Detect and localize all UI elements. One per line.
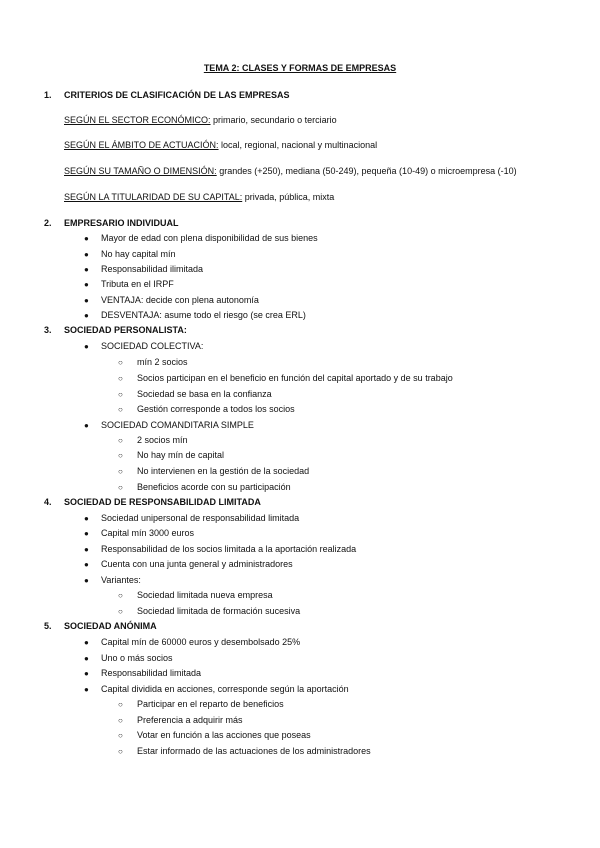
circle-bullet-icon: ○ (118, 451, 123, 460)
sub-list-item: ○ Sociedad limitada de formación sucesiva (118, 606, 301, 616)
list-item: ● DESVENTAJA: asume todo el riesgo (se crea ERL) (84, 310, 306, 320)
bullet-icon: ● (84, 576, 89, 585)
bullet-icon: ● (84, 342, 89, 351)
criterion-label: SEGÚN LA TITULARIDAD DE SU CAPITAL: (64, 192, 243, 202)
section-title: SOCIEDAD ANÓNIMA (64, 621, 157, 631)
sub-list-item: ○ Socios participan en el beneficio en función del capital aportado y de su trabajo (118, 373, 453, 383)
circle-bullet-icon: ○ (118, 467, 123, 476)
circle-bullet-icon: ○ (118, 358, 123, 367)
bullet-icon: ● (84, 234, 89, 243)
sub-list-item: ○ Estar informado de las actuaciones de los administradores (118, 746, 371, 756)
list-item: ● Responsabilidad ilimitada (84, 264, 204, 274)
bullet-icon: ● (84, 669, 89, 678)
list-item: ● Capital mín 3000 euros (84, 528, 195, 538)
criterion-text: privada, pública, mixta (242, 192, 335, 202)
list-item: ● Capital dividida en acciones, corresponde según la aportación (84, 684, 349, 694)
circle-bullet-icon: ○ (118, 390, 123, 399)
circle-bullet-icon: ○ (118, 483, 123, 492)
bullet-icon: ● (84, 265, 89, 274)
section-number: 5. (44, 621, 52, 631)
sub-list-item: ○ Participar en el reparto de beneficios (118, 699, 284, 709)
list-item: ● Mayor de edad con plena disponibilidad de sus bienes (84, 233, 318, 243)
criterion-tamano (64, 166, 517, 176)
bullet-icon: ● (84, 560, 89, 569)
list-item: ● SOCIEDAD COLECTIVA: (84, 341, 204, 351)
sub-list-item: ○ 2 socios mín (118, 435, 188, 445)
list-item: ● Capital mín de 60000 euros y desembolsado 25% (84, 637, 301, 647)
bullet-icon: ● (84, 654, 89, 663)
circle-bullet-icon: ○ (118, 731, 123, 740)
criterion-text: local, regional, nacional y multinacional (218, 140, 378, 150)
sub-list-item: ○ Gestión corresponde a todos los socios (118, 404, 295, 414)
bullet-icon: ● (84, 685, 89, 694)
sub-list-item: ○ Sociedad limitada nueva empresa (118, 590, 273, 600)
bullet-icon: ● (84, 280, 89, 289)
bullet-icon: ● (84, 250, 89, 259)
list-item: ● Cuenta con una junta general y administradores (84, 559, 293, 569)
circle-bullet-icon: ○ (118, 607, 123, 616)
circle-bullet-icon: ○ (118, 405, 123, 414)
section-number: 2. (44, 218, 52, 228)
list-item: ● SOCIEDAD COMANDITARIA SIMPLE (84, 420, 254, 430)
section-4-heading (44, 497, 261, 507)
section-2-heading (44, 218, 179, 228)
bullet-icon: ● (84, 514, 89, 523)
list-item: ● Tributa en el IRPF (84, 279, 174, 289)
document-title: TEMA 2: CLASES Y FORMAS DE EMPRESAS (203, 63, 397, 73)
bullet-icon: ● (84, 529, 89, 538)
criterion-text: primario, secundario o terciario (210, 115, 337, 125)
sub-list-item: ○ Votar en función a las acciones que poseas (118, 730, 311, 740)
list-item: ● Responsabilidad limitada (84, 668, 202, 678)
list-item: ● Variantes: (84, 575, 141, 585)
sub-list-item: ○ mín 2 socios (118, 357, 188, 367)
section-title: CRITERIOS DE CLASIFICACIÓN DE LAS EMPRESAS (64, 90, 290, 100)
section-3-heading (44, 325, 187, 335)
list-item: ● Uno o más socios (84, 653, 173, 663)
circle-bullet-icon: ○ (118, 747, 123, 756)
sub-list-item: ○ Beneficios acorde con su participación (118, 482, 291, 492)
circle-bullet-icon: ○ (118, 436, 123, 445)
criterion-text: grandes (+250), mediana (50-249), pequeña (10-49) o microempresa (-10) (216, 166, 517, 176)
circle-bullet-icon: ○ (118, 716, 123, 725)
criterion-label: SEGÚN EL SECTOR ECONÓMICO: (64, 115, 211, 125)
section-5-heading (44, 621, 157, 631)
criterion-label: SEGÚN SU TAMAÑO O DIMENSIÓN: (64, 166, 217, 176)
section-1-heading (44, 90, 290, 100)
section-number: 4. (44, 497, 52, 507)
sub-list-item: ○ No intervienen en la gestión de la sociedad (118, 466, 310, 476)
bullet-icon: ● (84, 311, 89, 320)
criterion-label: SEGÚN EL ÁMBITO DE ACTUACIÓN: (64, 140, 219, 150)
section-title: SOCIEDAD DE RESPONSABILIDAD LIMITADA (64, 497, 261, 507)
circle-bullet-icon: ○ (118, 374, 123, 383)
sub-list-item: ○ No hay mín de capital (118, 450, 225, 460)
criterion-titularidad (64, 192, 334, 202)
bullet-icon: ● (84, 296, 89, 305)
bullet-icon: ● (84, 421, 89, 430)
circle-bullet-icon: ○ (118, 591, 123, 600)
circle-bullet-icon: ○ (118, 700, 123, 709)
list-item: ● Responsabilidad de los socios limitada a la aportación realizada (84, 544, 357, 554)
criterion-ambito (64, 140, 377, 150)
sub-list-item: ○ Preferencia a adquirir más (118, 715, 243, 725)
section-title: EMPRESARIO INDIVIDUAL (64, 218, 179, 228)
sub-list-item: ○ Sociedad se basa en la confianza (118, 389, 272, 399)
bullet-icon: ● (84, 545, 89, 554)
section-number: 1. (44, 90, 52, 100)
list-item: ● VENTAJA: decide con plena autonomía (84, 295, 259, 305)
section-number: 3. (44, 325, 52, 335)
bullet-icon: ● (84, 638, 89, 647)
list-item: ● No hay capital mín (84, 249, 176, 259)
list-item: ● Sociedad unipersonal de responsabilidad limitada (84, 513, 300, 523)
criterion-sector (64, 115, 337, 125)
section-title: SOCIEDAD PERSONALISTA: (64, 325, 187, 335)
